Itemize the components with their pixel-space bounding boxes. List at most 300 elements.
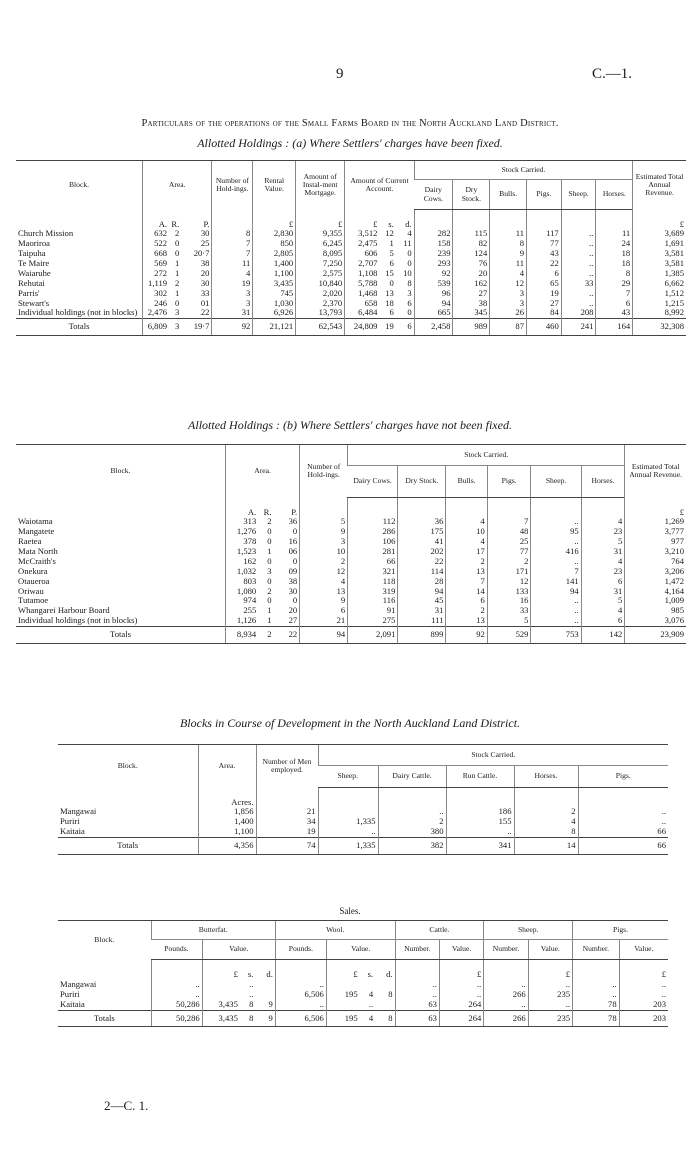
cell: 124 <box>453 249 490 259</box>
cell: 529 <box>487 627 531 644</box>
cell: 94 <box>398 587 446 597</box>
cell: .. <box>368 998 374 1009</box>
header-sheep: Sheep. <box>484 921 573 940</box>
cell: 66 <box>348 557 398 567</box>
cell: 460 <box>527 319 562 336</box>
cell: 33 <box>487 606 531 616</box>
row-label: Puriri <box>60 988 80 999</box>
table-row <box>58 827 668 837</box>
cell: 3,435 <box>253 279 296 289</box>
cell: .. <box>484 1000 528 1010</box>
cell: 32,308 <box>633 319 686 336</box>
header-horses: Horses. <box>581 466 625 498</box>
cell: 1,030 <box>253 299 296 309</box>
cell: 1 <box>175 267 180 278</box>
cell: 7 <box>531 567 581 577</box>
cell: .. <box>249 978 254 989</box>
cell: 2 <box>267 516 272 527</box>
cell: 8,934 <box>226 627 259 644</box>
cell: 8 <box>375 1010 395 1027</box>
cell: 20 <box>200 267 210 278</box>
page-number: 9 <box>336 66 344 82</box>
cell: 141 <box>531 577 581 587</box>
cell: 43 <box>527 249 562 259</box>
cell: 632 <box>143 229 170 239</box>
cell: 30 <box>288 585 298 596</box>
cell: 2,091 <box>348 627 398 644</box>
row-label <box>16 498 226 518</box>
cell: 31 <box>581 587 625 597</box>
cell: 4 <box>581 606 625 616</box>
row-label: McCraith's <box>18 555 56 566</box>
cell: 2,476 <box>143 308 170 318</box>
cell: 1,335 <box>318 838 378 855</box>
row-label: Waiotama <box>18 516 53 527</box>
cell: 319 <box>348 587 398 597</box>
cell: 1,100 <box>253 269 296 279</box>
table-row <box>58 980 668 990</box>
totals-row <box>58 1010 668 1027</box>
row-label: Individual holdings (not in blocks) <box>18 307 138 318</box>
cell: 50,286 <box>151 1000 202 1010</box>
cell: 2,458 <box>414 319 453 336</box>
row-label: Church Mission <box>18 228 74 239</box>
row-label: Individual holdings (not in blocks) <box>18 615 138 626</box>
cell: 985 <box>625 606 686 616</box>
cell: 87 <box>490 319 527 336</box>
row-label: Totals <box>16 319 143 336</box>
cell: 1,512 <box>633 289 686 299</box>
cell: 266 <box>484 1010 528 1027</box>
cell: 92 <box>446 627 487 644</box>
cell: 14 <box>514 838 578 855</box>
cell: 17 <box>446 547 487 557</box>
cell: 3 <box>490 289 527 299</box>
cell: 5 <box>581 537 625 547</box>
cell: 3 <box>300 537 348 547</box>
cell: A. <box>226 498 259 518</box>
table-row <box>16 616 686 626</box>
cell: 116 <box>348 596 398 606</box>
cell: 10,840 <box>296 279 345 289</box>
cell: 3 <box>407 287 412 298</box>
cell: 3 <box>212 289 253 299</box>
cell: .. <box>561 299 596 309</box>
cell: 282 <box>414 229 453 239</box>
header-holdings: Number of Hold-ings. <box>212 161 253 210</box>
header-dairy-cows: Dairy Cows. <box>348 466 398 498</box>
header-stock-carried: Stock Carried. <box>318 745 668 766</box>
header-instalment: Amount of Instal-ment Mortgage. <box>296 161 345 210</box>
cell: 264 <box>439 1000 483 1010</box>
cell: 235 <box>528 990 572 1000</box>
cell: 2,830 <box>253 229 296 239</box>
header-sheep: Sheep. <box>531 466 581 498</box>
row-label: Rehutai <box>18 277 45 288</box>
header-pounds: Pounds. <box>151 940 202 960</box>
cell: 272 <box>143 269 170 279</box>
cell: 6 <box>527 269 562 279</box>
cell: .. <box>619 990 668 1000</box>
row-label: Tutamoe <box>18 595 49 606</box>
cell: 8,992 <box>633 308 686 318</box>
cell: A. <box>143 210 170 230</box>
cell <box>375 1000 395 1010</box>
table-row <box>16 537 686 547</box>
document-title: Particulars of the operations of the Small Farms Board in the North Auckland Land District. <box>141 118 559 129</box>
header-dairy-cows: Dairy Cows. <box>414 180 453 210</box>
row-label <box>58 788 198 808</box>
cell: 13 <box>300 587 348 597</box>
cell: 2,707 <box>345 259 380 269</box>
cell: 3,512 <box>345 229 380 239</box>
cell: 63 <box>395 1000 439 1010</box>
cell: 8 <box>212 229 253 239</box>
table-row <box>16 577 686 587</box>
table-row <box>58 1000 668 1010</box>
cell: 0 <box>292 526 298 537</box>
cell: 117 <box>527 229 562 239</box>
cell: 5 <box>300 517 348 527</box>
cell: 78 <box>573 1010 620 1027</box>
cell: 6,926 <box>253 308 296 318</box>
cell: 4 <box>368 988 374 999</box>
table-row <box>58 990 668 1000</box>
cell: .. <box>378 807 446 817</box>
cell: .. <box>561 229 596 239</box>
header-current-account: Amount of Current Account. <box>345 161 414 210</box>
cell: 0 <box>292 555 298 566</box>
cell: £ <box>633 210 686 230</box>
header-area: Area. <box>198 745 256 788</box>
cell: 4 <box>360 1010 376 1027</box>
cell: 95 <box>531 527 581 537</box>
cell <box>561 210 596 230</box>
cell: 264 <box>439 1010 483 1027</box>
cell <box>527 210 562 230</box>
cell: 7 <box>446 577 487 587</box>
totals-row <box>58 838 668 855</box>
cell: 27 <box>453 289 490 299</box>
cell: R. <box>263 506 272 517</box>
cell: 208 <box>561 308 596 318</box>
cell: 2 <box>446 557 487 567</box>
cell: 1 <box>267 605 272 616</box>
cell: 977 <box>625 537 686 547</box>
units-row <box>58 788 668 808</box>
cell: 989 <box>453 319 490 336</box>
cell: 241 <box>561 319 596 336</box>
cell: 3,581 <box>633 249 686 259</box>
cell: 158 <box>414 239 453 249</box>
cell: .. <box>561 269 596 279</box>
cell: .. <box>578 817 668 827</box>
cell: 6,484 <box>345 308 380 318</box>
cell: 5 <box>389 248 394 259</box>
cell <box>453 210 490 230</box>
cell: 658 <box>345 299 380 309</box>
cell: 2 <box>175 277 180 288</box>
cell: 31 <box>398 606 446 616</box>
cell: 23 <box>581 567 625 577</box>
cell: 16 <box>487 596 531 606</box>
header-butterfat: Butterfat. <box>151 921 275 940</box>
header-rental: Rental Value. <box>253 161 296 210</box>
cell: 24 <box>596 239 633 249</box>
cell: 43 <box>596 308 633 318</box>
cell: d. <box>386 969 393 979</box>
cell <box>531 498 581 518</box>
cell: 78 <box>573 1000 620 1010</box>
cell: 1,400 <box>198 817 256 827</box>
cell: 94 <box>414 299 453 309</box>
cell: .. <box>561 259 596 269</box>
header-dry-stock: Dry Stock. <box>453 180 490 210</box>
cell: 27 <box>288 615 298 626</box>
units-row <box>16 210 686 230</box>
cell: 31 <box>581 547 625 557</box>
cell <box>573 960 620 980</box>
cell: 4 <box>446 517 487 527</box>
cell: 11 <box>403 238 412 249</box>
cell: .. <box>561 289 596 299</box>
cell: s. <box>247 969 254 979</box>
cell: 10 <box>446 527 487 537</box>
cell: 1 <box>267 615 272 626</box>
cell: 0 <box>407 248 412 259</box>
cell <box>318 788 378 808</box>
cell: 06 <box>288 546 298 556</box>
cell: 6 <box>581 616 625 626</box>
cell: 15 <box>385 267 394 278</box>
cell: 164 <box>596 319 633 336</box>
cell <box>395 960 439 980</box>
header-number: Number. <box>395 940 439 960</box>
cell: .. <box>439 990 483 1000</box>
cell: 66 <box>578 827 668 837</box>
cell: .. <box>439 980 483 990</box>
header-wool: Wool. <box>275 921 395 940</box>
cell <box>514 788 578 808</box>
cell: 1,032 <box>226 567 259 577</box>
cell: 3,206 <box>625 567 686 577</box>
row-label: Waiaruhe <box>18 267 51 278</box>
cell: 1,108 <box>345 269 380 279</box>
cell: .. <box>531 596 581 606</box>
cell: 91 <box>348 606 398 616</box>
cell: d. <box>266 969 273 979</box>
cell: 12 <box>300 567 348 577</box>
cell: 10 <box>300 547 348 557</box>
cell: 23 <box>581 527 625 537</box>
cell: 2,805 <box>253 249 296 259</box>
cell: 7 <box>212 239 253 249</box>
cell: 26 <box>490 308 527 318</box>
cell: £ <box>625 498 686 518</box>
cell: 84 <box>527 308 562 318</box>
row-label <box>58 960 151 980</box>
cell: 62,543 <box>296 319 345 336</box>
cell: 803 <box>226 577 259 587</box>
totals-row <box>16 319 686 336</box>
cell <box>578 788 668 808</box>
row-label: Mata North <box>18 546 58 556</box>
cell <box>487 498 531 518</box>
cell: 21,121 <box>253 319 296 336</box>
cell: £ <box>345 210 380 230</box>
header-number: Number. <box>573 940 620 960</box>
cell: .. <box>395 990 439 1000</box>
cell: 5 <box>487 616 531 626</box>
cell: 76 <box>453 259 490 269</box>
cell: £ <box>296 210 345 230</box>
cell: 13 <box>385 287 394 298</box>
cell: .. <box>275 1000 326 1010</box>
cell: 11 <box>212 259 253 269</box>
cell: 2 <box>378 817 446 827</box>
header-dry-stock: Dry Stock. <box>398 466 446 498</box>
cell: 112 <box>348 517 398 527</box>
cell: 1,856 <box>198 807 256 817</box>
cell: 30 <box>200 228 210 239</box>
cell: 6 <box>596 299 633 309</box>
cell: 20 <box>288 605 298 616</box>
cell: 7 <box>212 249 253 259</box>
cell: 195 <box>326 1010 359 1027</box>
cell: 186 <box>446 807 514 817</box>
cell <box>398 498 446 518</box>
cell: 6 <box>389 258 394 268</box>
cell: 22 <box>274 627 300 644</box>
table-row <box>16 249 686 259</box>
cell: 20·7 <box>193 248 210 259</box>
header-stock-carried: Stock Carried. <box>348 445 625 466</box>
cell: £ <box>202 960 240 980</box>
page-reference: C.—1. <box>592 66 633 82</box>
cell: 4 <box>490 269 527 279</box>
cell: .. <box>528 1000 572 1010</box>
cell: d. <box>405 218 412 229</box>
cell: 162 <box>226 557 259 567</box>
cell: .. <box>561 239 596 249</box>
cell: 9,355 <box>296 229 345 239</box>
header-value: Value. <box>326 940 395 960</box>
cell: 2,370 <box>296 299 345 309</box>
row-label: Mangawai <box>60 978 97 989</box>
table-row <box>16 239 686 249</box>
cell: 6,506 <box>275 1010 326 1027</box>
cell: 8 <box>388 988 393 999</box>
cell: 286 <box>348 527 398 537</box>
cell: 416 <box>531 547 581 557</box>
cell: .. <box>531 517 581 527</box>
cell: 745 <box>253 289 296 299</box>
cell: 4 <box>212 269 253 279</box>
cell: 1,472 <box>625 577 686 587</box>
cell: 8 <box>240 1010 256 1027</box>
cell: 0 <box>267 575 272 586</box>
cell: 1,009 <box>625 596 686 606</box>
cell: 8 <box>249 998 254 1009</box>
cell: 23,909 <box>625 627 686 644</box>
cell: 4,164 <box>625 587 686 597</box>
cell: 6,662 <box>633 279 686 289</box>
header-area: Area. <box>226 445 300 498</box>
cell: 19·7 <box>181 319 212 336</box>
cell: 1,100 <box>198 827 256 837</box>
cell: 235 <box>528 1010 572 1027</box>
cell: 1,080 <box>226 587 259 597</box>
cell: 21 <box>256 807 318 817</box>
cell: 74 <box>256 838 318 855</box>
cell: s. <box>367 969 374 979</box>
cell: 4 <box>581 517 625 527</box>
header-block: Block. <box>16 445 226 498</box>
cell: 0 <box>175 238 180 249</box>
row-label: Totals <box>16 627 226 644</box>
cell: 01 <box>200 297 210 308</box>
cell: .. <box>275 980 326 990</box>
cell: P. <box>291 506 298 517</box>
cell: .. <box>531 537 581 547</box>
cell: 111 <box>398 616 446 626</box>
cell: R. <box>171 218 180 229</box>
cell: 22 <box>527 259 562 269</box>
cell: 3,435 <box>202 1000 240 1010</box>
table-row <box>16 308 686 318</box>
cell: 341 <box>446 838 514 855</box>
table-row <box>58 817 668 827</box>
cell: .. <box>573 980 620 990</box>
cell: 33 <box>561 279 596 289</box>
cell: 24,809 <box>345 319 380 336</box>
cell: 11 <box>596 229 633 239</box>
cell: 202 <box>398 547 446 557</box>
cell: 18 <box>385 297 394 308</box>
cell <box>414 210 453 230</box>
cell: 77 <box>487 547 531 557</box>
cell: 1,385 <box>633 269 686 279</box>
cell: 1,215 <box>633 299 686 309</box>
cell: 293 <box>414 259 453 269</box>
cell: 753 <box>531 627 581 644</box>
cell: 378 <box>226 537 259 547</box>
table-row <box>16 289 686 299</box>
cell: 6,245 <box>296 239 345 249</box>
cell: 12 <box>385 228 394 239</box>
cell: 1,400 <box>253 259 296 269</box>
cell: 539 <box>414 279 453 289</box>
header-area: Area. <box>143 161 212 210</box>
cell: 27 <box>527 299 562 309</box>
header-value: Value. <box>202 940 275 960</box>
table-d <box>58 920 668 1027</box>
cell <box>378 788 446 808</box>
cell: 203 <box>619 1010 668 1027</box>
cell: 155 <box>446 817 514 827</box>
cell: 1,269 <box>625 517 686 527</box>
header-value: Value. <box>528 940 572 960</box>
cell: £ <box>253 210 296 230</box>
cell: 18 <box>596 259 633 269</box>
table-row <box>16 587 686 597</box>
cell: 4,356 <box>198 838 256 855</box>
cell: .. <box>151 990 202 1000</box>
cell: 48 <box>487 527 531 537</box>
cell: 16 <box>288 536 298 547</box>
cell <box>256 788 318 808</box>
cell: 4 <box>581 557 625 567</box>
